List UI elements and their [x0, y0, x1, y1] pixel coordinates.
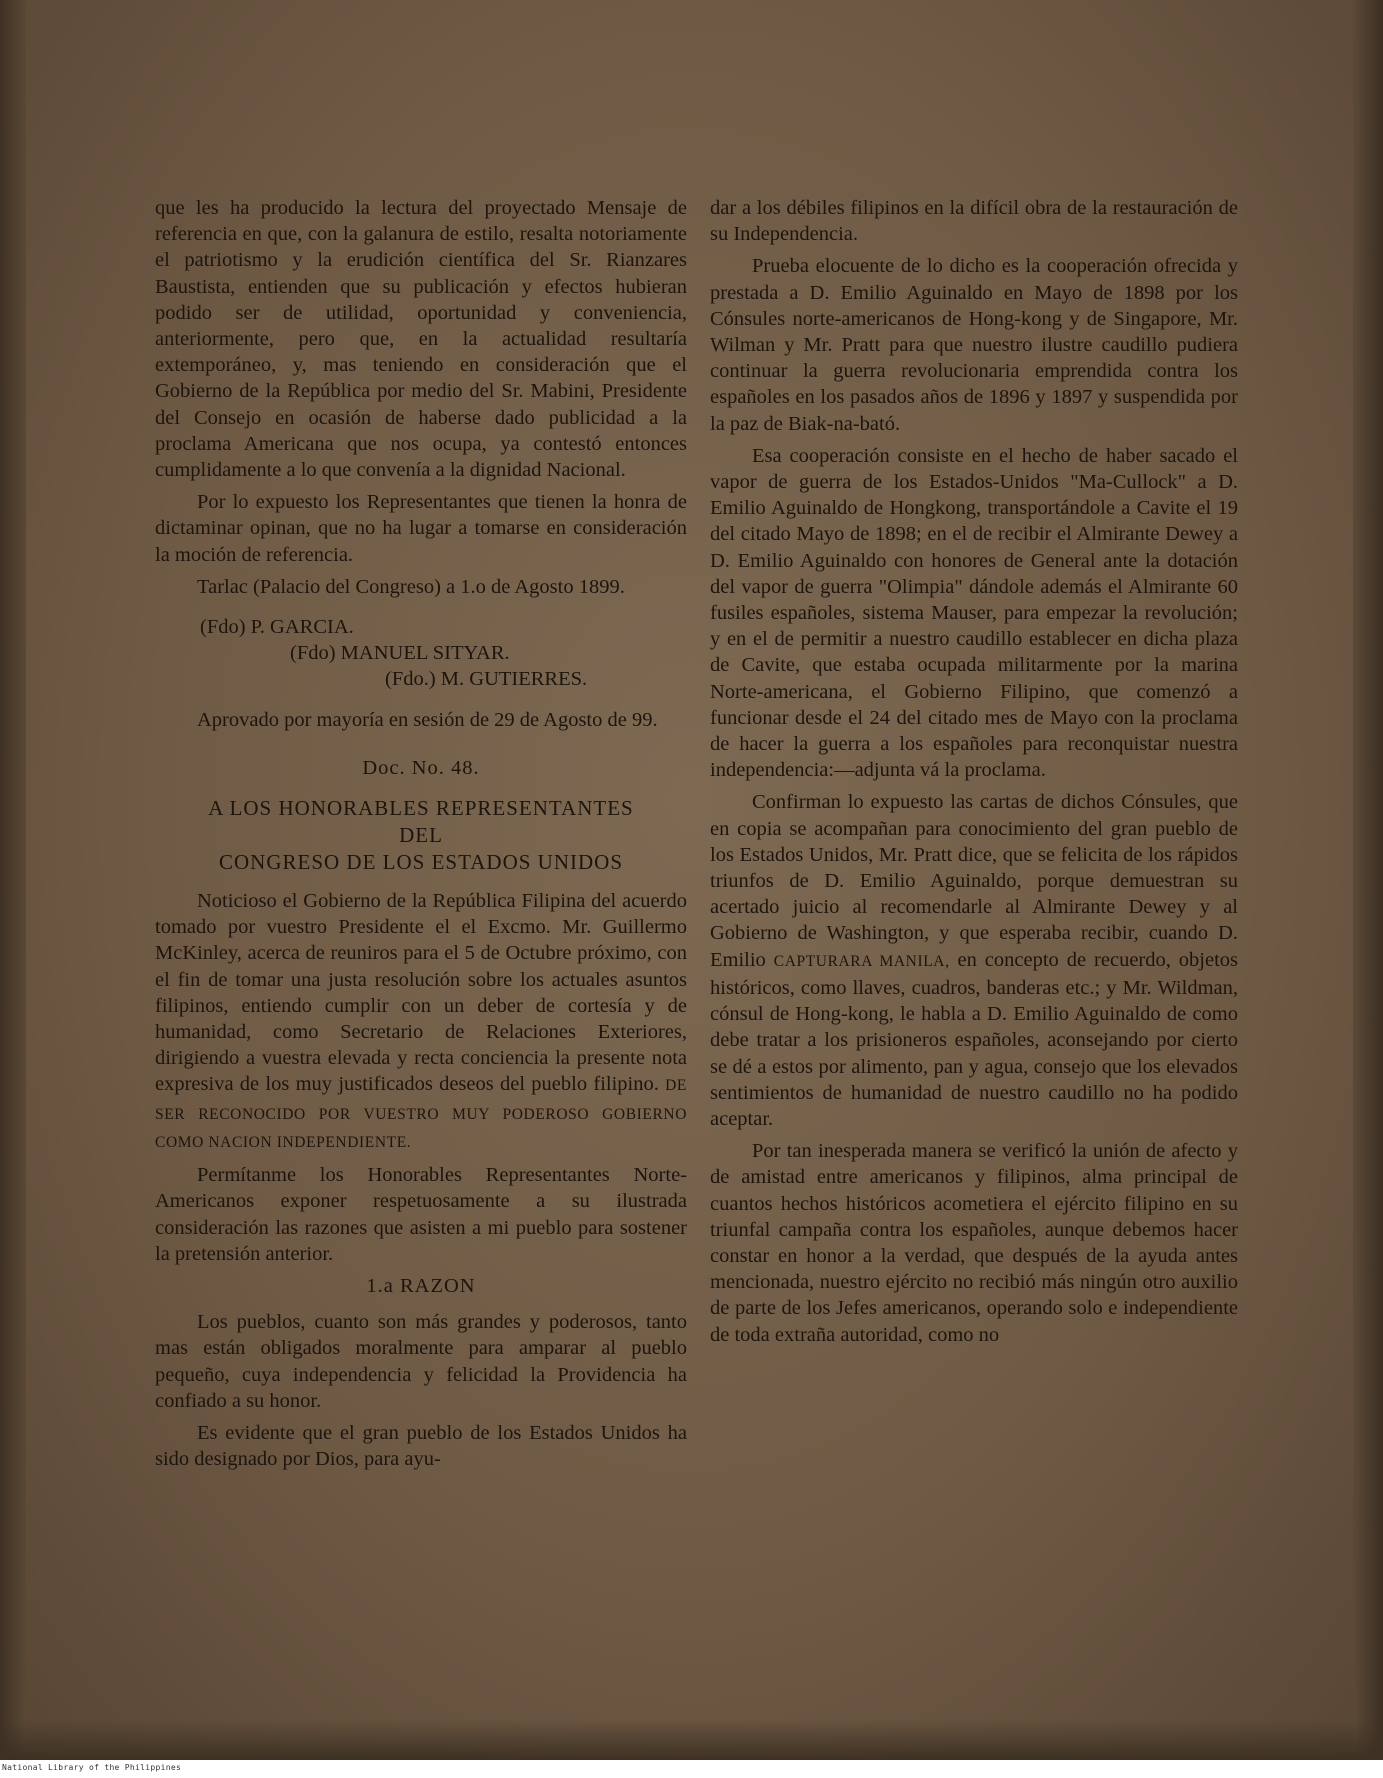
paragraph: Esa cooperación consiste en el hecho de haber sacado el vapor de guerra de los Estados-Unidos "Ma-Cullock" a D. Emilio Aguinaldo de Hongkong, transportándole a Cavite el 19 del citado Mayo de 1898; en el de recibir el Almirante Dewey a D. Emilio Aguinaldo con honores de General ante la dotación del vapor de guerra "Olimpia" dándole además el Almirante 60 fusiles españoles, sistema Mauser, para empezar la revolución; y en el de permitir a nuestro caudillo establecer en dicha plaza de Cavite, que estaba ocupada militarmente por la marina Norte-americana, el Gobierno Filipino, que comenzó a funcionar desde el 24 del citado mes de Mayo con la proclama de hacer la guerra a los españoles para reconquistar nuestra independencia:—adjunta vá la proclama. [710, 444, 1238, 782]
paragraph: Prueba elocuente de lo dicho es la cooperación ofrecida y prestada a D. Emilio Aguinaldo en Mayo de 1898 por los Cónsules norte-americanos de Hong-kong y de Singapore, Mr. Wilman y Mr. Pratt para que nuestro ilustre caudillo pudiera continuar la guerra revolucionaria emprendida contra los españoles en los pasados años de 1896 y 1897 y suspendida por la paz de Biak-na-bató. [710, 255, 1238, 435]
paragraph: dar a los débiles filipinos en la difícil obra de la restauración de su Independencia. [710, 197, 1238, 246]
page-left-edge [0, 0, 26, 1760]
signature-gutierres: (Fdo.) M. GUTIERRES. [385, 668, 588, 691]
paragraph-text: Noticioso el Gobierno de la República Filipina del acuerdo tomado por vuestro Presidente el el Excmo. Mr. Guillermo McKinley, acerca de reuniros para el 5 de Octubre próximo, con el fin de tomar una justa resolución sobre los actuales asuntos filipinos, entiendo cumplir con un deber de cortesía y de humanidad, como Secretario de Relaciones Exteriores, dirigiendo a vuestra elevada y recta conciencia la presente nota expresiva de los muy justificados deseos del pueblo filipino. [155, 890, 687, 1096]
paragraph: que les ha producido la lectura del proyectado Mensaje de referencia en que, con la galanura de estilo, resalta notoriamente el patriotismo y la erudición científica del Sr. Rianzares Baustista, entienden que su publicación y efectos hubieran podido ser de utilidad, oportunidad y conveniencia, anteriormente, pero que, en la actualidad resultaría extemporáneo, y, mas teniendo en consideración que el Gobierno de la República por medio del Sr. Mabini, Presidente del Consejo en ocasión de haberse dado publicidad a la proclama Americana que nos ocupa, ya contestó entonces cumplidamente a lo que convenía a la dignidad Nacional. [155, 197, 687, 482]
page-bottom-edge [0, 1720, 1383, 1760]
document-number: Doc. No. 48. [362, 756, 480, 779]
section-heading: CONGRESO DE LOS ESTADOS UNIDOS [218, 850, 623, 875]
page-right-edge [1353, 0, 1383, 1760]
paragraph: Por lo expuesto los Representantes que tienen la honra de dictaminar opinan, que no ha lugar a tomarse en consideración la moción de referencia. [155, 491, 687, 566]
section-heading: A LOS HONORABLES REPRESENTANTES [208, 796, 634, 821]
paragraph [155, 888, 687, 1156]
emphasized-text: CAPTURARA MANILA, [773, 952, 950, 970]
razon-heading: 1.a RAZON [366, 1274, 476, 1297]
paragraph: Por tan inesperada manera se verificó la unión de afecto y de amistad entre americanos y filipinos, alma principal de cuantos hechos históricos acometiera el ejército filipino en su triunfal campaña contra los españoles, aunque debemos hacer constar en honor a la verdad, que después de la ayuda antes mencionada, nuestro ejército no recibió más ningún otro auxilio de parte de los Jefes americanos, operando solo e independiente de toda extraña autoridad, como no [710, 1140, 1238, 1346]
section-heading: DEL [399, 823, 443, 848]
right-column [710, 195, 1238, 1354]
paragraph: Es evidente que el gran pueblo de los Estados Unidos ha sido designado por Dios, para ayu- [155, 1421, 687, 1471]
footer-credit: National Library of the Philippines [2, 1763, 182, 1772]
signature-sityar: (Fdo) MANUEL SITYAR. [290, 642, 510, 665]
paragraph-text: Confirman lo expuesto las cartas de dichos Cónsules, que en copia se acompañan para conocimiento del gran pueblo de los Estados Unidos, Mr. Pratt dice, que se felicita de los rápidos triunfos de D. Emilio Aguinaldo, porque demuestran su acertado juicio al recomendarle al Almirante Dewey y al Gobierno de Washington, y que esperaba recibir, cuando D. Emilio [710, 791, 1238, 971]
paragraph-text: en concepto de recuerdo, objetos históricos, como llaves, cuadros, banderas etc.; y Mr. Wildman, cónsul de Hong-kong, le habla a D. Emilio Aguinaldo de como debe tratar a los prisioneros españoles, aconsejando por cierto se dé a estos por alimento, pan y agua, consejo que los elevados sentimientos de humanidad de nuestro caudillo no ha podido aceptar. [710, 948, 1239, 1130]
left-column [155, 195, 687, 1478]
signature-garcia: (Fdo) P. GARCIA. [200, 616, 354, 639]
paragraph: Permítanme los Honorables Representantes Norte-Americanos exponer respetuosamente a su ilustrada consideración las razones que asisten a mi pueblo para sostener la pretensión anterior. [155, 1164, 687, 1265]
approval-note: Aprovado por mayoría en sesión de 29 de Agosto de 99. [197, 708, 658, 731]
emphasized-text: DE SER RECONOCIDO POR VUESTRO MUY PODEROSO GOBIERNO COMO NACION INDEPENDIENTE. [155, 1077, 687, 1151]
paragraph: Los pueblos, cuanto son más grandes y poderosos, tanto mas están obligados moralmente para amparar al pueblo pequeño, cuya independencia y felicidad la Providencia ha confiado a su honor. [155, 1311, 687, 1412]
date-line: Tarlac (Palacio del Congreso) a 1.o de Agosto 1899. [197, 575, 625, 598]
paragraph [710, 789, 1238, 1132]
footer-bar [0, 1760, 1383, 1778]
